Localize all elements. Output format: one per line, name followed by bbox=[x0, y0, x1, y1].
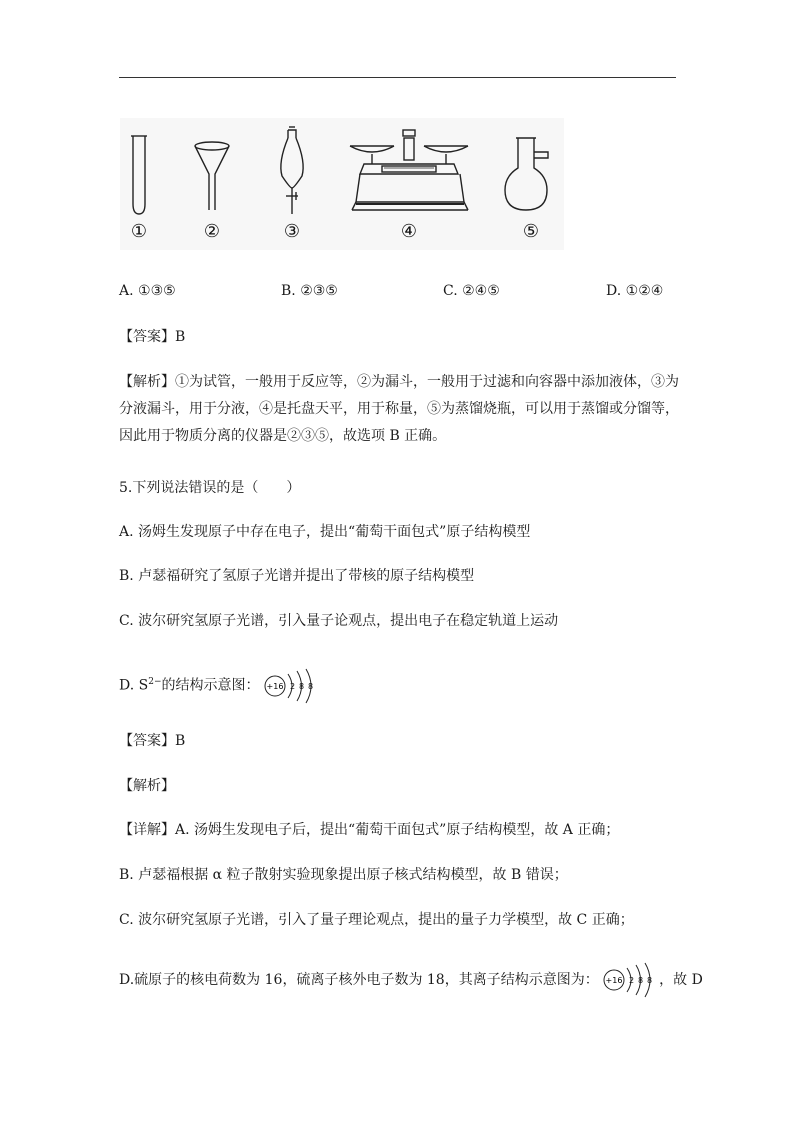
q5-option-b: B. 卢瑟福研究了氢原子光谱并提出了带核的原子结构模型 bbox=[119, 568, 475, 584]
shell-1: 2 bbox=[629, 976, 635, 985]
q5-analysis-title: 【解析】 bbox=[119, 778, 175, 794]
q4-option-a: A. ①③⑤ bbox=[119, 283, 176, 299]
label-2: ② bbox=[203, 221, 221, 242]
shell-3: 8 bbox=[647, 976, 653, 985]
q4-option-d: D. ①②④ bbox=[606, 283, 664, 299]
q5-detail-c: C. 波尔研究氢原子光谱，引入了量子理论观点，提出的量子力学模型，故 C 正确； bbox=[119, 912, 634, 928]
q4-analysis: 【解析】①为试管，一般用于反应等，②为漏斗，一般用于过滤和向容器中添加液体，③为分液漏斗，用于分液，④是托盘天平，用于称量，⑤为蒸馏烧瓶，可以用于蒸馏或分馏等，因此用于物质分离的仪器是②③⑤，故选项 B 正确。 bbox=[119, 374, 679, 444]
nucleus-charge: +16 bbox=[266, 681, 284, 691]
q5-option-c: C. 波尔研究氢原子光谱，引入量子论观点，提出电子在稳定轨道上运动 bbox=[119, 613, 559, 629]
ion-structure-diagram-answer bbox=[603, 962, 659, 998]
q5-stem: 5.下列说法错误的是（ ） bbox=[119, 480, 301, 496]
q5-answer: 【答案】B bbox=[119, 733, 186, 749]
label-1: ① bbox=[130, 221, 148, 242]
q5-detail-d: D.硫原子的核电荷数为 16，硫离子核外电子数为 18，其离子结构示意图为： +16 2 8 8 ，故 D bbox=[119, 962, 703, 998]
ion-structure-diagram bbox=[264, 668, 320, 704]
label-5: ⑤ bbox=[522, 221, 540, 242]
q5-detail-b: B. 卢瑟福根据 α 粒子散射实验现象提出原子核式结构模型，故 B 错误； bbox=[119, 867, 568, 883]
header-rule bbox=[119, 77, 676, 78]
q4-answer: 【答案】B bbox=[119, 329, 186, 345]
shell-1: 2 bbox=[289, 681, 296, 691]
nucleus-charge: +16 bbox=[605, 976, 623, 985]
instrument-drawings bbox=[120, 118, 564, 250]
q5-option-a: A. 汤姆生发现原子中存在电子，提出“葡萄干面包式”原子结构模型 bbox=[119, 524, 531, 540]
shell-2: 8 bbox=[638, 976, 644, 985]
q4-option-b: B. ②③⑤ bbox=[281, 283, 338, 299]
shell-2: 8 bbox=[298, 681, 305, 691]
shell-3: 8 bbox=[307, 681, 314, 691]
q4-option-c: C. ②④⑤ bbox=[443, 283, 500, 299]
label-3: ③ bbox=[283, 221, 301, 242]
q5-detail-a: 【详解】A. 汤姆生发现电子后，提出“葡萄干面包式”原子结构模型，故 A 正确； bbox=[119, 822, 620, 838]
label-4: ④ bbox=[400, 221, 418, 242]
instrument-figure bbox=[120, 118, 564, 250]
q5-option-d: D. $S^{2-}$的结构示意图： +16 2 8 8 bbox=[119, 664, 320, 704]
